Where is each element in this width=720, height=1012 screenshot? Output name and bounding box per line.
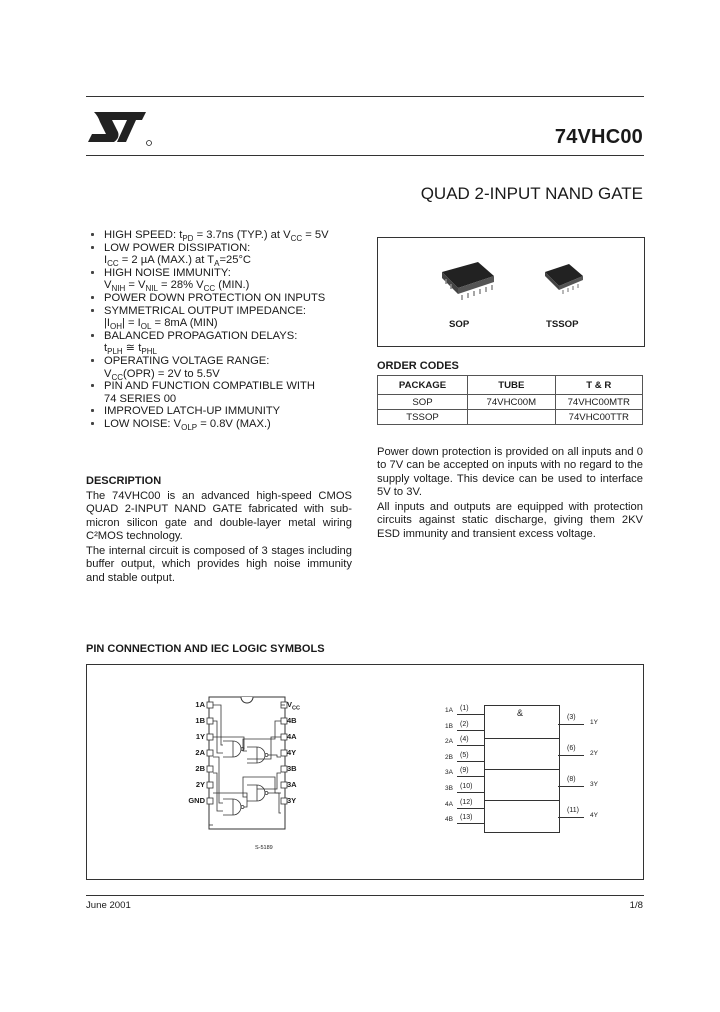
iec-input-line [457,776,484,777]
sop-label: SOP [449,319,470,330]
feature-subscript: PD [182,234,194,244]
feature-subscript: OL [140,322,152,332]
bullet-icon [91,233,94,236]
feature-item [104,418,372,431]
feature-text: PIN AND FUNCTION COMPATIBLE WITH [104,380,315,393]
iec-symbol-box [484,705,560,833]
description-paragraph-2: The internal circuit is composed of 3 stages including buffer output, which provides high noise immunity and stable output. [86,545,352,584]
header-top-rule [86,96,644,97]
footer-date: June 2001 [86,900,131,911]
feature-text: V [104,367,112,380]
iec-output-label: 3Y [590,781,598,788]
bullet-icon [91,422,94,425]
feature-subscript: CC [203,284,216,294]
pin-square [207,702,213,708]
feature-subscript: PHL [141,347,157,357]
pin-square [207,766,213,772]
feature-text: | = I [122,317,141,330]
iec-input-label: 4A [445,800,453,808]
feature-subscript: PLH [107,347,123,357]
feature-text: HIGH SPEED: t [104,229,183,241]
iec-input-line [457,730,484,731]
table-cell: TSSOP [378,410,468,425]
bullet-icon [91,296,94,299]
power-down-paragraph: Power down protection is provided on all inputs and 0 to 7V can be accepted on inputs with no regard to the supply voltage. This device can be used to interface 5V to 3V. [377,446,643,499]
pin-square [207,718,213,724]
feature-item [104,342,372,355]
pin-diagram-box [86,664,644,880]
order-codes-title: ORDER CODES [377,360,459,372]
iec-input-pin: (12) [460,798,473,806]
pin-label: 4Y [287,748,297,757]
package-box [377,237,645,347]
feature-item [104,267,372,280]
feature-text: = 28% V [157,279,204,292]
iec-input-pin: (4) [460,736,469,744]
iec-input-label: 2B [445,753,453,761]
feature-text: = 8mA (MIN) [151,317,218,330]
pin-label: 4A [287,732,297,741]
feature-item [104,355,372,368]
bullet-icon [91,384,94,387]
pin-square [207,734,213,740]
order-header-package: PACKAGE [378,376,468,395]
pin-connection-diagram [197,695,297,835]
iec-input-pin: (1) [460,705,469,712]
iec-input-line [457,761,484,762]
description-title: DESCRIPTION [86,475,162,487]
description-paragraph-1: The 74VHC00 is an advanced high-speed CMOS QUAD 2-INPUT NAND GATE fabricated with sub-micron silicon gate and double-layer metal wiring C²MOS technology. [86,490,352,543]
feature-item [104,229,372,242]
iec-output-pin: (3) [567,714,576,721]
iec-input-label: 3B [445,785,453,792]
feature-list [104,229,372,431]
feature-text: (MIN.) [215,279,250,292]
pin-label: 1A [195,700,205,709]
pin-label: 4B [287,716,297,725]
pin-square [207,798,213,804]
iec-output-line [558,786,584,787]
footer-page: 1/8 [629,900,643,911]
pin-section-title: PIN CONNECTION AND IEC LOGIC SYMBOLS [86,643,325,655]
iec-output-pin: (8) [567,776,576,783]
pin-label: 3Y [287,796,297,805]
feature-text: = 5V [302,229,329,241]
feature-text: (OPR) = 2V to 5.5V [123,367,220,380]
diagram-code: S-5189 [255,845,273,851]
part-number: 74VHC00 [554,126,643,148]
table-cell: 74VHC00TTR [555,410,642,425]
feature-subscript: CC [107,259,119,269]
feature-text: t [104,342,108,355]
feature-text: SYMMETRICAL OUTPUT IMPEDANCE: [104,304,307,317]
feature-text: = V [125,279,146,292]
feature-text: IMPROVED LATCH-UP IMMUNITY [104,405,281,418]
feature-text: OPERATING VOLTAGE RANGE: [104,354,270,367]
tssop-package-icon [543,262,588,297]
iec-output-label: 2Y [590,750,598,757]
iec-input-line [457,808,484,809]
iec-input-pin: (9) [460,767,469,775]
feature-item [104,292,372,305]
feature-item [104,380,372,393]
iec-input-line [457,745,484,746]
header-bottom-rule [86,155,644,156]
feature-text: V [104,279,112,292]
pin-label: 2B [195,764,205,773]
feature-text: HIGH NOISE IMMUNITY: [104,266,231,279]
feature-item [104,393,372,406]
feature-subscript: OH [110,322,123,332]
iec-output-label: 4Y [590,812,598,819]
feature-subscript: CC [111,372,124,382]
table-cell: SOP [378,395,468,410]
feature-item [104,330,372,343]
feature-item [104,317,372,330]
iec-input-label: 2A [445,738,453,746]
pin-label: 3B [287,764,297,773]
feature-item [104,279,372,292]
pin-label: 1B [195,716,205,725]
pin-square [207,750,213,756]
feature-item [104,405,372,418]
pin-label: 2A [195,748,205,757]
pin-label: 2Y [195,780,205,789]
feature-text: I [104,254,108,267]
iec-output-pin: (11) [567,807,579,814]
table-cell [468,410,555,425]
iec-input-line [457,714,484,715]
st-logo-icon [86,106,156,148]
table-cell: 74VHC00MTR [555,395,642,410]
feature-item [104,254,372,267]
iec-output-line [558,755,584,756]
feature-text: = 2 µA (MAX.) at T [118,254,215,267]
pin-label: 1Y [195,732,205,741]
bullet-icon [91,246,94,249]
feature-text: LOW NOISE: V [104,417,182,430]
iec-input-pin: (2) [460,720,469,728]
iec-input-line [457,823,484,824]
sop-package-icon [438,258,498,303]
bullet-icon [91,271,94,274]
feature-subscript: NIL [145,284,158,294]
table-row [378,410,643,425]
page-subtitle: QUAD 2-INPUT NAND GATE [420,184,643,203]
tssop-label: TSSOP [546,319,579,330]
iec-output-label: 1Y [590,719,598,726]
footer-rule [86,895,644,896]
feature-text: = 3.7ns (TYP.) at V [193,229,291,241]
feature-text: POWER DOWN PROTECTION ON INPUTS [104,291,326,304]
feature-text: LOW POWER DISSIPATION: [104,241,251,254]
feature-text: 74 SERIES 00 [104,392,177,405]
bullet-icon [91,409,94,412]
iec-output-pin: (6) [567,745,576,752]
feature-subscript: CC [290,234,303,244]
bullet-icon [91,359,94,362]
iec-and-symbol: & [517,708,524,718]
feature-subscript: NIH [111,284,126,294]
order-codes-table [377,375,643,425]
pin-square [207,782,213,788]
order-header-tube: TUBE [468,376,555,395]
feature-text: BALANCED PROPAGATION DELAYS: [104,329,298,342]
feature-subscript: OLP [181,423,198,433]
pin-label: $V_{CC}$ [287,700,300,712]
feature-text: = 0.8V (MAX.) [197,417,271,430]
feature-subscript: A [214,259,220,269]
feature-text: ≅ t [122,342,142,355]
iec-output-line [558,817,584,818]
iec-output-line [558,724,584,725]
iec-input-label: 1B [445,722,453,730]
bullet-icon [91,334,94,337]
iec-input-line [457,792,484,793]
feature-item [104,368,372,381]
iec-input-pin: (5) [460,751,469,759]
feature-item [104,242,372,255]
iec-input-label: 3A [445,769,453,777]
iec-input-label: 1A [445,707,453,714]
iec-input-pin: (13) [460,814,473,822]
table-cell: 74VHC00M [468,395,555,410]
feature-text: |I [104,317,111,330]
feature-text: =25°C [219,254,252,267]
iec-input-label: 4B [445,816,453,824]
table-row [378,395,643,410]
bullet-icon [91,309,94,312]
feature-item [104,305,372,318]
iec-input-pin: (10) [460,783,473,790]
pin-label: 3A [287,780,297,789]
esd-paragraph: All inputs and outputs are equipped with protection circuits against static discharge, giving them 2KV ESD immunity and transient excess voltage. [377,501,643,540]
order-header-tr: T & R [555,376,642,395]
pin-label: GND [188,796,205,805]
